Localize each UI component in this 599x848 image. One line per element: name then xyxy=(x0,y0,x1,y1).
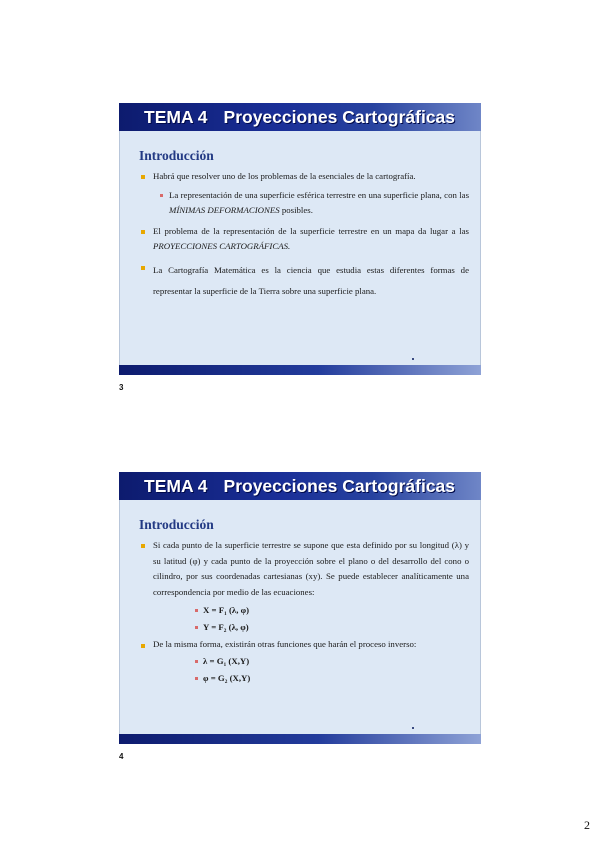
decor-dot xyxy=(412,727,414,729)
slide-bottom-bar xyxy=(119,734,481,744)
slide-title-tema: TEMA 4 xyxy=(144,476,208,496)
slide-content xyxy=(139,516,469,686)
decor-dot xyxy=(412,358,414,360)
bullet-item: Si cada punto de la superficie terrestre se supone que esta definido por su longitud (λ) y su latitud (φ) y cada punto de la proyección sobre el plano o del desarrollo del cono o cilindro, por sus coordenadas cartesianas (xy). Se puede establecer analíticamente una correspondencia por medio de las ecuaciones: xyxy=(139,538,469,600)
bullet-item: El problema de la representación de la superficie terrestre en un mapa da lugar a las PROYECCIONES CARTOGRÁFICAS. xyxy=(139,224,469,255)
equation-item: φ = G₂ (X,Y) xyxy=(139,670,469,687)
equation-item: Y = F₂ (λ, φ) xyxy=(139,619,469,636)
bullet-item: La Cartografía Matemática es la ciencia que estudia estas diferentes formas de representar la superficie de la Tierra sobre una superficie plana. xyxy=(139,260,469,302)
slide-3 xyxy=(119,103,481,375)
slide-title-bar xyxy=(119,472,481,500)
equation-item: X = F₁ (λ, φ) xyxy=(139,602,469,619)
slide-content xyxy=(139,147,469,307)
slide-title-tema: TEMA 4 xyxy=(144,107,208,127)
slide-heading: Introducción xyxy=(139,148,214,163)
slide-4 xyxy=(119,472,481,744)
slide-number: 4 xyxy=(119,752,124,761)
slide-number: 3 xyxy=(119,383,124,392)
slide-title-text: Proyecciones Cartográficas xyxy=(223,476,456,496)
bullet-item: Habrá que resolver uno de los problemas de la esenciales de la cartografía. xyxy=(139,169,469,185)
page-number: 2 xyxy=(584,818,590,832)
equation-item: λ = G₁ (X,Y) xyxy=(139,653,469,670)
sub-bullet-item: La representación de una superficie esférica terrestre en una superficie plana, con las MÍNIMAS DEFORMACIONES posibles. xyxy=(139,188,469,219)
bullet-item: De la misma forma, existirán otras funciones que harán el proceso inverso: xyxy=(139,638,469,651)
slide-bottom-bar xyxy=(119,365,481,375)
slide-title-bar xyxy=(119,103,481,131)
slide-title-text: Proyecciones Cartográficas xyxy=(223,107,456,127)
slide-heading: Introducción xyxy=(139,517,214,532)
